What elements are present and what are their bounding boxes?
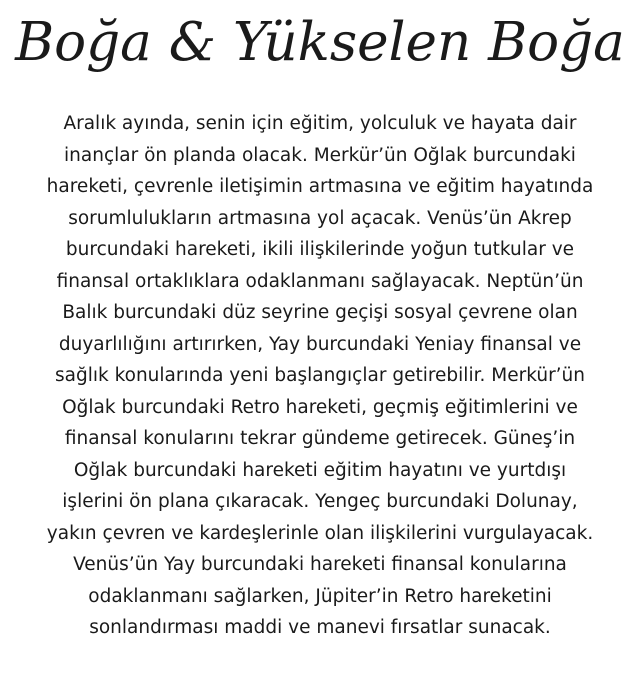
page-title: Boğa & Yükselen Boğa <box>15 11 625 73</box>
paragraph-line: burcundaki hareketi, ikili ilişkilerinde yoğun tutkular ve <box>65 239 575 260</box>
paragraph-line: Oğlak burcundaki hareketi eğitim hayatını ve yurtdışı <box>73 459 567 481</box>
paragraph-line: sağlık konularında yeni başlangıçlar getirebilir. Merkür’ün <box>54 365 586 386</box>
paragraph-line: işlerini ön plana çıkaracak. Yengeç burcundaki Dolunay, <box>62 491 578 512</box>
paragraph-line: yakın çevren ve kardeşlerinle olan ilişkilerini vurgulayacak. <box>46 522 594 544</box>
paragraph-line: finansal ortaklıklara odaklanmanı sağlayacak. Neptün’ün <box>56 270 584 292</box>
paragraph-line: inançlar ön planda olacak. Merkür’ün Oğlak burcundaki <box>64 144 576 166</box>
paragraph-line: Balık burcundaki düz seyrine geçişi sosyal çevrene olan <box>62 302 578 323</box>
paragraph-line: Oğlak burcundaki Retro hareketi, geçmiş eğitimlerini ve <box>62 396 578 418</box>
paragraph-line: hareketi, çevrenle iletişimin artmasına ve eğitim hayatında <box>46 176 594 197</box>
paragraph-line: duyarlılığını artırırken, Yay burcundaki Yeniay finansal ve <box>58 333 582 355</box>
paragraph-line: odaklanmanı sağlarken, Jüpiter’in Retro hareketini <box>88 585 552 607</box>
horoscope-paragraph <box>10 108 630 644</box>
paragraph-line: sorumlulukların artmasına yol açacak. Venüs’ün Akrep <box>68 207 572 229</box>
paragraph-line: finansal konularını tekrar gündeme getirecek. Güneş’in <box>64 428 576 449</box>
paragraph-line: sonlandırması maddi ve manevi fırsatlar sunacak. <box>89 617 551 638</box>
paragraph-line: Venüs’ün Yay burcundaki hareketi finansal konularına <box>73 554 567 575</box>
paragraph-line: Aralık ayında, senin için eğitim, yolculuk ve hayata dair <box>63 113 577 134</box>
